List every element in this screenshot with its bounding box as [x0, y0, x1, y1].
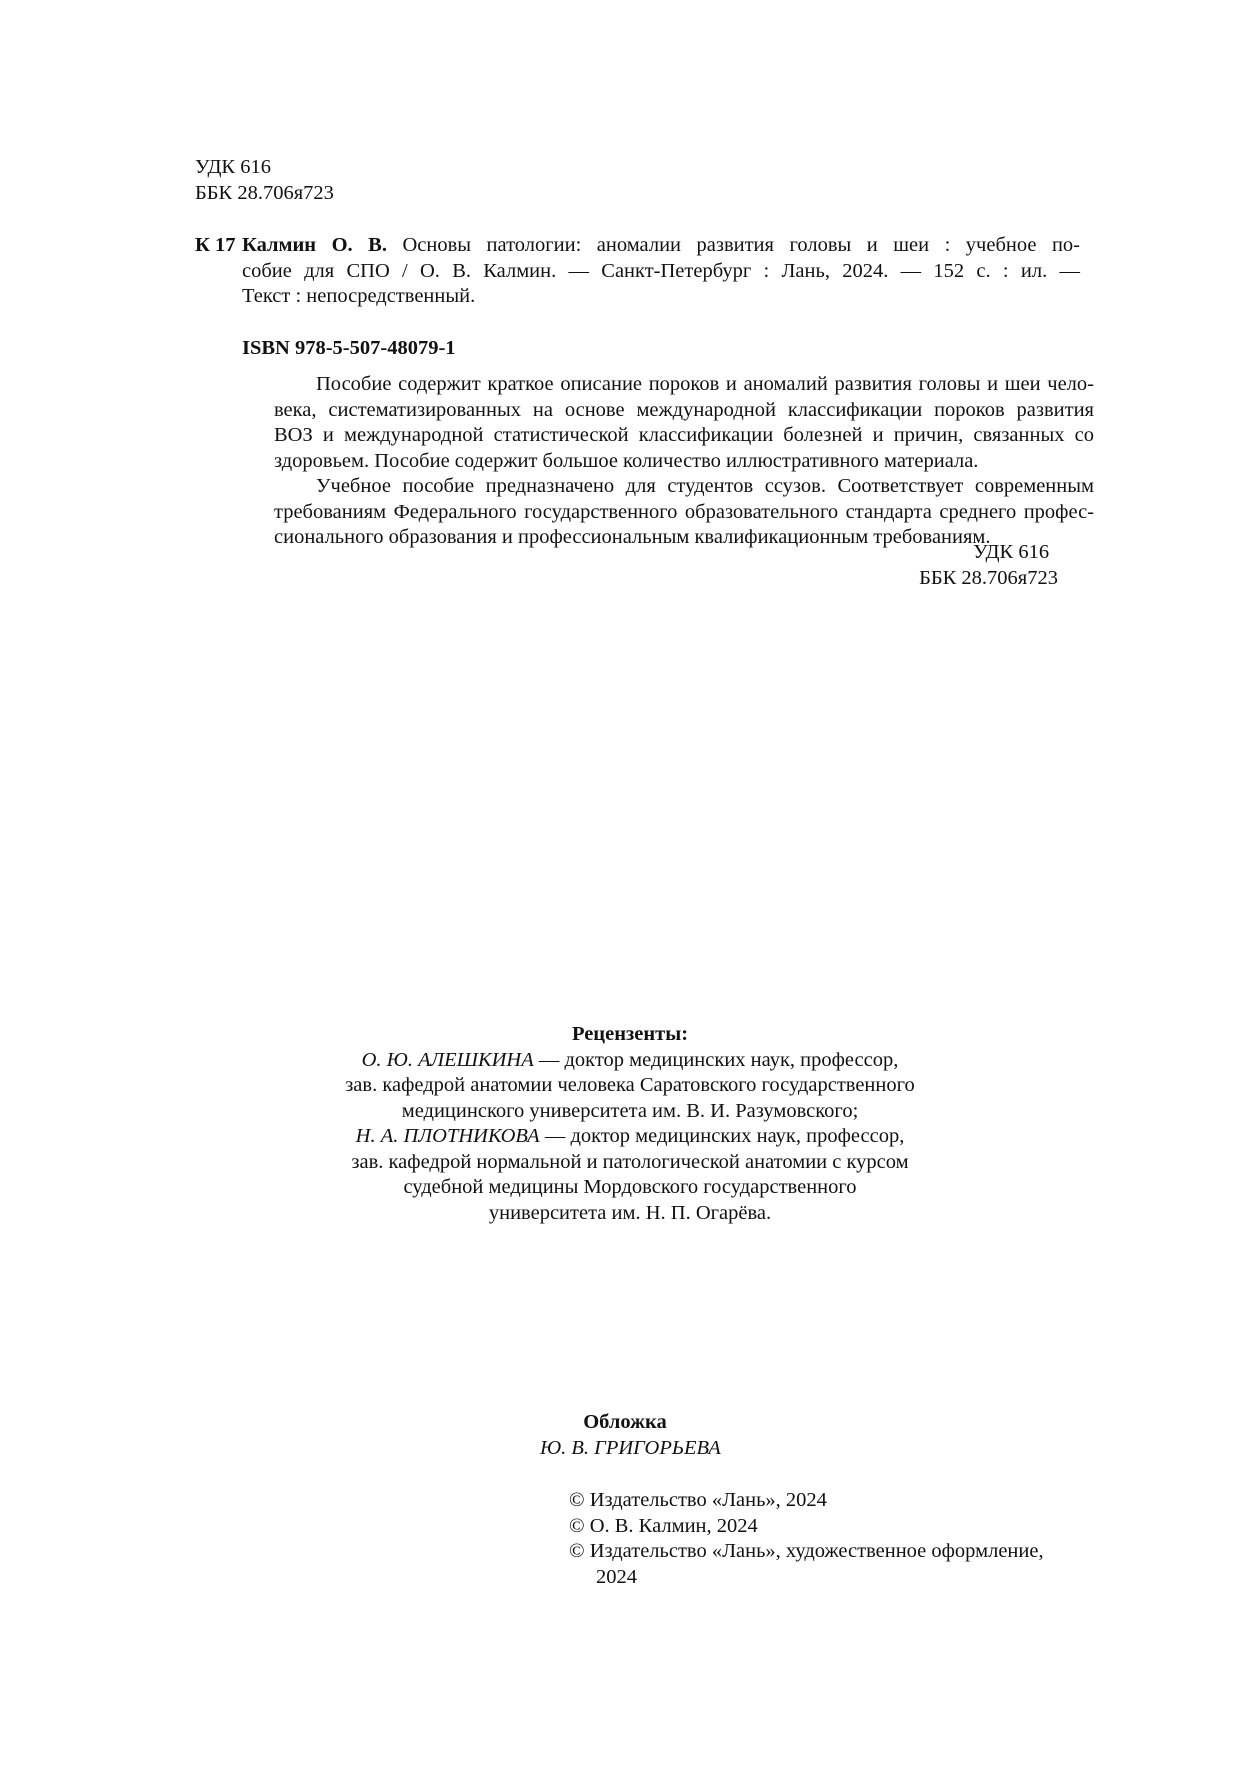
copyright-author: © О. В. Калмин, 2024: [569, 1514, 758, 1537]
annotation-line: требованиям Федерального государственного образовательного стандарта среднего профес-: [274, 500, 1094, 523]
reviewer-2-line-1: [0, 1124, 1240, 1150]
cover-heading: Обложка: [583, 1411, 667, 1433]
reviewer-1-title: — доктор медицинских наук, профессор,: [533, 1048, 899, 1071]
bib-line-1: [242, 233, 1080, 259]
author-name: Калмин О. В.: [242, 234, 387, 256]
annotation-line: века, систематизированных на основе международной классификации пороков развития: [274, 398, 1094, 421]
bibliographic-description: [242, 233, 1080, 310]
reviewer-2-line-2: зав. кафедрой нормальной и патологической анатомии с курсом: [351, 1150, 909, 1173]
reviewer-2-title: — доктор медицинских наук, профессор,: [539, 1125, 905, 1147]
annotation-line: Пособие содержит краткое описание пороков и аномалий развития головы и шеи чело-: [316, 373, 1094, 395]
annotation: [274, 372, 1094, 551]
bib-line-2: собие для СПО / О. В. Калмин. — Санкт-Петербург : Лань, 2024. — 152 с. : ил. —: [242, 259, 1080, 282]
udc-bottom-block: [919, 540, 1058, 591]
udc-top-block: [195, 155, 334, 206]
bbk-code: ББК 28.706я723: [195, 181, 334, 204]
copyright-design-year: 2024: [596, 1565, 637, 1588]
reviewer-1-line-1: [0, 1048, 1240, 1074]
udk-code: УДК 616: [195, 156, 271, 178]
author-mark: К 17: [195, 234, 236, 256]
udk-code: УДК 616: [973, 541, 1050, 563]
bib-title: Основы патологии: аномалии развития головы и шеи : учебное по-: [386, 234, 1080, 256]
annotation-line: Учебное пособие предназначено для студентов ссузов. Соответствует современным: [316, 475, 1094, 497]
reviewers-block: [0, 1022, 1240, 1226]
bib-line-3: Текст : непосредственный.: [242, 285, 476, 307]
reviewer-1-name: О. Ю. АЛЕШКИНА: [361, 1048, 534, 1071]
catalog-entry: [195, 233, 1080, 310]
annotation-line: здоровьем. Пособие содержит большое количество иллюстративного материала.: [274, 449, 979, 472]
annotation-line: сионального образования и профессиональным квалификационным требованиям.: [274, 526, 991, 548]
reviewer-2-name: Н. А. ПЛОТНИКОВА: [355, 1125, 540, 1147]
annotation-line: ВОЗ и международной статистической классификации болезней и причин, связанных со: [274, 424, 1094, 446]
reviewer-1-line-2: зав. кафедрой анатомии человека Саратовского государственного: [345, 1074, 915, 1096]
copyrights-block: [569, 1488, 1044, 1590]
copyright-publisher: © Издательство «Лань», 2024: [569, 1489, 827, 1511]
reviewers-heading: Рецензенты:: [571, 1023, 689, 1045]
copyright-design: © Издательство «Лань», художественное оформление,: [569, 1540, 1044, 1562]
cover-artist: Ю. В. ГРИГОРЬЕВА: [540, 1437, 721, 1459]
bbk-code: ББК 28.706я723: [919, 566, 1058, 589]
reviewer-1-line-3: медицинского университета им. В. И. Разумовского;: [401, 1099, 859, 1122]
isbn: ISBN 978-5-507-48079-1: [242, 337, 456, 359]
reviewer-2-line-4: университета им. Н. П. Огарёва.: [488, 1201, 772, 1224]
reviewer-2-line-3: судебной медицины Мордовского государственного: [403, 1176, 857, 1198]
